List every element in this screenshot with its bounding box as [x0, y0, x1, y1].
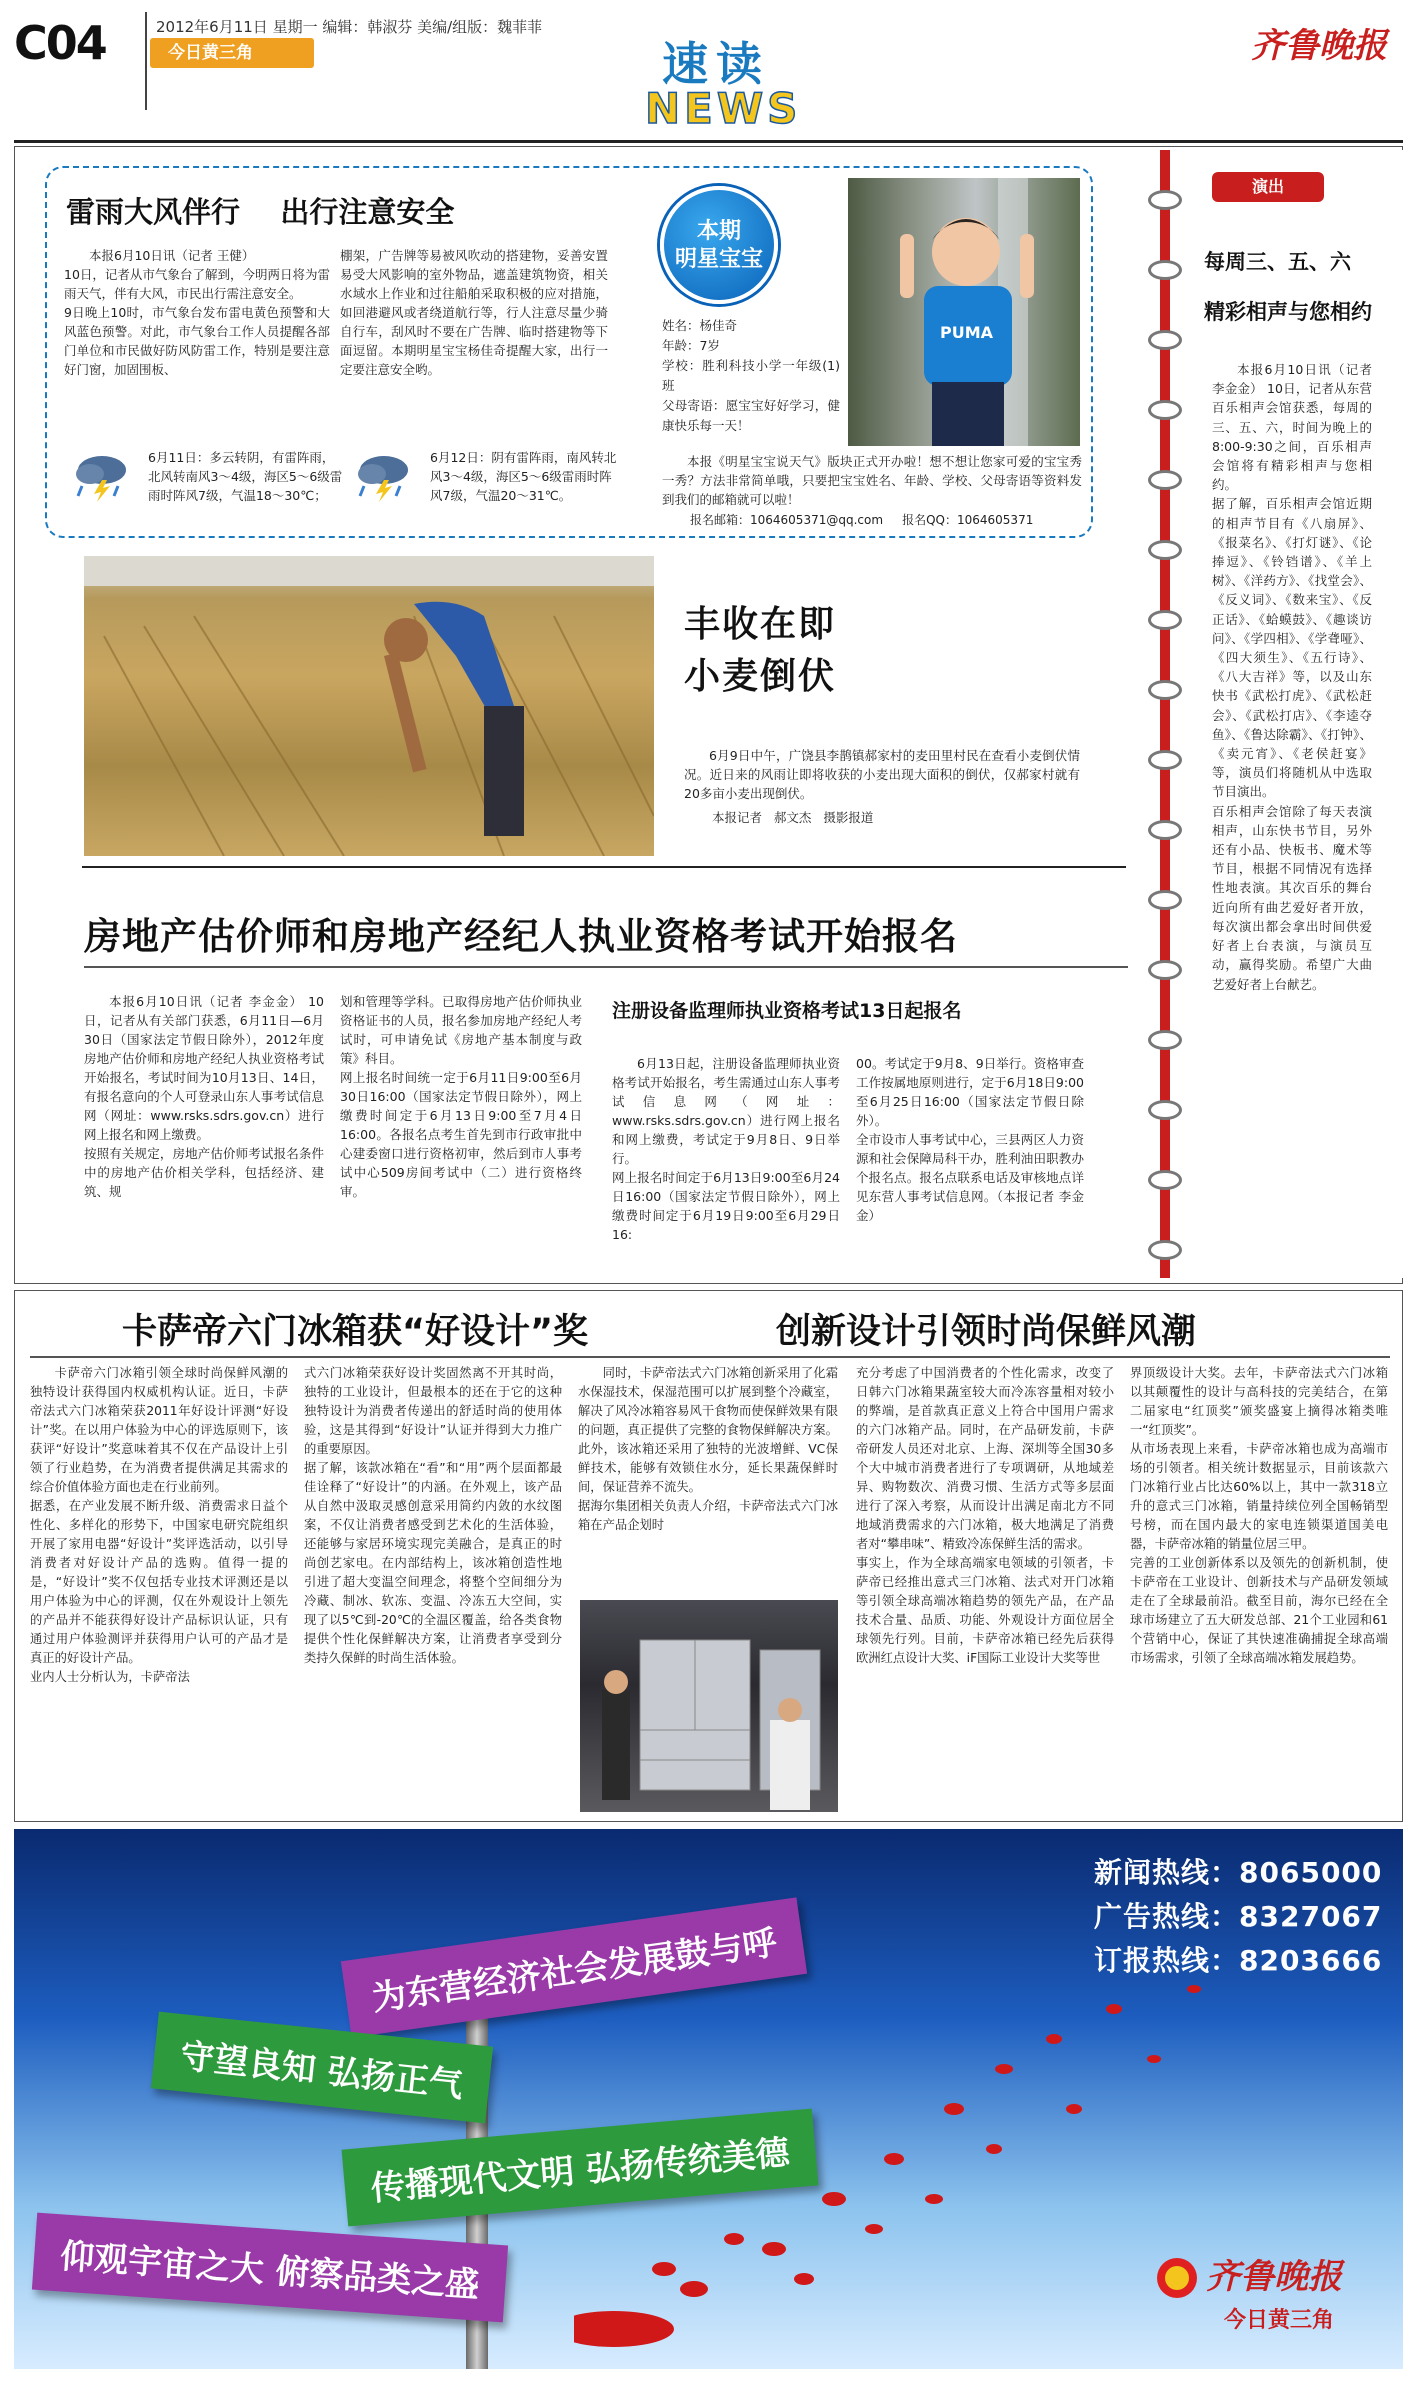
promo-advertisement: [14, 1829, 1403, 2369]
star-baby-notice: 本报《明星宝宝说天气》版块正式开办啦！想不想让您家可爱的宝宝秀一秀？方法非常简单哦，只要把宝宝姓名、年龄、学校、父母寄语等资料发到我们的邮箱就可以啦！: [662, 454, 1082, 507]
sun-emblem-icon: [1154, 2255, 1200, 2301]
header-rule: [14, 140, 1403, 143]
binder-ring: [1148, 190, 1182, 210]
realestate-column-1: 本报6月10日讯（记者 李金金） 10日，记者从有关部门获悉，6月11日—6月30日（国家法定节假日除外），2012年度房地产估价师和房地产经纪人执业资格考试开始报名，考试时间为10月13日、14日，有报名意向的个人可登录山东人事考试信息网（网址：www.rsks.sdrs.gov.cn）进行网上报名和网上缴费。 按照有关规定，房地产估价师考试报名条件中的房地产估价相关学科，包括经济、建筑、规: [84, 994, 324, 1199]
page-number: C04: [14, 16, 106, 70]
badge-line-1: 本期: [696, 219, 741, 244]
fridge-column-2: 式六门冰箱荣获好设计奖固然离不开其时尚，独特的工业设计，但最根本的还在于它的这种独特设计为消费者传递出的舒适时尚的使用体验，这是其得到“好设计”认证并得到大力推广的重要原因。 据了解，该款冰箱在“看”和“用”两个层面都最佳诠释了“好设计”的内涵。在外观上，该产品从自然中汲取灵感创意采用简约内敛的水纹图案，不仅让消费者感受到艺术化的生活体验，还能够与家居环境实现完美融合，是真正的时尚创艺家电。在内部结构上，该冰箱创造性地引进了超大变温空间理念，将整个空间细分为冷藏、制冰、软冻、变温、冷冻五大空间，实现了以5℃到-20℃的全温区覆盖，给各类食物提供个性化保鲜解决方案，让消费者享受到分类持久保鲜的时尚生活体验。: [304, 1366, 562, 1665]
hotline-ads: [1094, 1895, 1382, 1935]
performance-headline-1: 每周三、五、六: [1204, 250, 1351, 274]
binder-ring: [1148, 330, 1182, 350]
binder-ring: [1148, 820, 1182, 840]
weather-column-1: 本报6月10日讯（记者 王健） 10日，记者从市气象台了解到，今明两日将为雷雨天气，伴有大风，市民出行需注意安全。 9日晚上10时，市气象台发布雷电黄色预警和大风蓝色预警。对此，市气象台工作人员提醒各部门单位和市民做好防风防雷工作，特别是要注意好门窗，加固围板、: [64, 248, 330, 377]
badge-line-2: 明星宝宝: [674, 247, 763, 272]
performance-body: 本报6月10日讯（记者 李金金） 10日，记者从东营百乐相声会馆获悉，每周的三、五、六，时间为晚上的8:00-9:30之间，百乐相声会馆将有精彩相声与您相约。 据了解，百乐相声会馆近期的相声节目有《八扇屏》、《报菜名》、《打灯谜》、《论捧逗》、《铃铛谱》、《羊上树》、《洋药方》、《找堂会》、《反义词》、《数来宝》、《反正话》、《蛤蟆鼓》、《趣谈访问》、《学四相》、《学聋哑》、《四大须生》、《五行诗》、《八大吉祥》等，以及山东快书《武松打虎》、《武松赶会》、《武松打店》、《李逵夺鱼》、《鲁达除霸》、《打钟》、《卖元宵》、《老侯赶宴》等，演员们将随机从中选取节目演出。 百乐相声会馆除了每天表演相声，山东快书节目，另外还有小品、快板书、魔术等节目，根据不同情况有选择性地表演。其次百乐的舞台近向所有曲艺爱好者开放，每次演出都会拿出时间供爱好者上台表演，与演员互动，赢得奖励。希望广大曲艺爱好者上台献艺。: [1212, 362, 1372, 992]
fridge-headline-a: 卡萨帝六门冰箱获“好设计”奖: [122, 1312, 589, 1352]
fridge-rule: [30, 1356, 1390, 1358]
forecast-june-11: 6月11日：多云转阴，有雷阵雨，北风转南风3～4级，海区5～6级雷雨时阵风7级，气温18～30℃；: [148, 450, 343, 503]
wheat-field-photo: [84, 556, 654, 856]
news-banner: [600, 28, 980, 138]
ad-brand-name: 齐鲁晚报: [1206, 2257, 1342, 2297]
fridge-illustration: [580, 1600, 838, 1812]
forecast-june-12: 6月12日：阴有雷阵雨，南风转北风3～4级，海区5～6级雷雨时阵风7级，气温20～31℃。: [430, 450, 617, 503]
binder-ring: [1148, 1240, 1182, 1260]
wheat-headline-2: 小麦倒伏: [684, 656, 837, 697]
header-divider: [145, 12, 147, 110]
performance-tag: 演出: [1212, 172, 1324, 202]
binder-ring: [1148, 750, 1182, 770]
hotline-label: 订报热线：: [1094, 1944, 1240, 1977]
signboard-3: 传播现代文明 弘扬传统美德: [342, 2109, 819, 2227]
binder-ring: [1148, 1030, 1182, 1050]
fridge-column-4: 充分考虑了中国消费者的个性化需求，改变了日韩六门冰箱果蔬室较大而冷冻容量相对较小的弊端，是首款真正意义上符合中国用户需求的六门冰箱产品。同时，在产品研发前，卡萨帝研发人员还对北京、上海、深圳等全国30多个大中城市消费者进行了专项调研，从地域差异、购物数次、消费习惯、生活方式等多层面进行了深入考察，从而设计出满足南北方不同地域消费需求的六门冰箱，极大地满足了消费者对“攀串味”、精致冷冻保鲜生活的需求。 事实上，作为全球高端家电领域的引领者，卡萨帝已经推出意式三门冰箱、法式对开门冰箱等引领全球高端冰箱趋势的领先产品，在产品技术合量、品质、功能、外观设计方面位居全球领先行列。目前，卡萨帝冰箱已经先后获得欧洲红点设计大奖、iF国际工业设计大奖等世: [856, 1366, 1114, 1665]
star-baby-photo: [848, 178, 1080, 446]
ad-brand-sub: 今日黄三角: [1224, 2308, 1335, 2333]
thunderstorm-icon: [354, 452, 412, 502]
binder-ring: [1148, 1100, 1182, 1120]
binder-ring: [1148, 610, 1182, 630]
svg-text:PUMA: PUMA: [940, 323, 994, 342]
performance-headline-2: 精彩相声与您相约: [1204, 300, 1372, 324]
binder-ring: [1148, 960, 1182, 980]
realestate-column-3: 6月13日起，注册设备监理师执业资格考试开始报名，考生需通过山东人事考试信息网（网址：www.rsks.sdrs.gov.cn）进行网上报名和网上缴费，考试定于9月8日、9日举行。 网上报名时间定于6月13日9:00至6月24日16:00（国家法定节假日除外），网上缴费时间定于6月19日9:00至6月29日16:: [612, 1056, 840, 1242]
realestate-column-2: 划和管理等学科。已取得房地产估价师执业资格证书的人员，报名参加房地产经纪人考试时，可申请免试《房地产基本制度与政策》科目。 网上报名时间统一定于6月11日9:00至6月30日16:00（国家法定节假日除外），网上缴费时间定于6月13日9:00至7月4日16:00。各报名点考生首先到市行政审批中心建委窗口进行资格初审，然后到市人事考试中心509房间考试中（二）进行资格终审。: [340, 994, 582, 1199]
signboard-2: 守望良知 弘扬正气: [151, 2012, 493, 2124]
farmer-in-wheat-illustration: [84, 556, 654, 856]
issue-date-line: 2012年6月11日 星期一 编辑：韩淑芬 美编/组版：魏菲菲: [156, 18, 543, 36]
fridge-column-1: 卡萨帝六门冰箱引领全球时尚保鲜风潮的独特设计获得国内权威机构认证。近日，卡萨帝法式六门冰箱荣获2011年好设计评测“好设计”奖。在以用户体验为中心的评选原则下，该获评“好设计”奖意味着其不仅在产品设计上引领了行业趋势，在为消费者提供满足其需求的综合价值体验方面也走在行业前列。 据悉，在产业发展不断升级、消费需求日益个性化、多样化的形势下，中国家电研究院组织开展了家用电器“好设计”奖评选活动，以引导消费者对好设计产品的选购。值得一提的是，“好设计”奖不仅包括专业技术评测还是以用户体验为中心的评测，仅在外观设计上领先的产品并不能获得好设计产品标识认证，只有通过用户体验测评并获得用户认可的产品才是真正的好设计产品。 业内人士分析认为，卡萨帝法: [30, 1366, 288, 1684]
signboard-4: 仰观宇宙之大 俯察品类之盛: [32, 2213, 508, 2323]
thunderstorm-icon: [72, 452, 130, 502]
hotline-news: [1094, 1851, 1382, 1891]
wheat-headline-1: 丰收在即: [684, 604, 837, 645]
ad-brand-logo: [1154, 2249, 1384, 2349]
banner-news: NEWS: [645, 84, 802, 133]
binder-ring: [1148, 540, 1182, 560]
wheat-byline: 本报记者 郝文杰 摄影报道: [712, 810, 874, 825]
signboard-1: 为东营经济社会发展鼓与呼: [341, 1897, 807, 2037]
realestate-rule: [84, 966, 1128, 968]
hotline-number: 8065000: [1239, 1856, 1383, 1889]
binder-ring: [1148, 890, 1182, 910]
star-baby-badge: [660, 186, 778, 304]
binder-ring: [1148, 1170, 1182, 1190]
realestate-headline: 房地产估价师和房地产经纪人执业资格考试开始报名: [84, 915, 958, 958]
brand-logo: 齐鲁晚报: [1251, 26, 1387, 66]
fridge-column-3: 同时，卡萨帝法式六门冰箱创新采用了化霜水保湿技术，保湿范围可以扩展到整个冷藏室，解决了风冷冰箱容易风干食物而使保鲜效果有限的问题，真正提供了完整的食物保鲜解决方案。此外，该冰箱还采用了独特的光波增鲜、VC保鲜技术，能够有效锁住水分，延长果蔬保鲜时间，保证营养不流失。 据海尔集团相关负责人介绍，卡萨帝法式六门冰箱在产品企划时: [578, 1366, 838, 1532]
performance-column: [1160, 150, 1405, 1278]
fridge-showroom-photo: [580, 1600, 838, 1812]
banner-title: 速读: [662, 37, 770, 91]
child-figure-illustration: [848, 178, 1080, 446]
weather-column-2: 棚架，广告牌等易被风吹动的搭建物，妥善安置易受大风影响的室外物品，遮盖建筑物资，相关水域水上作业和过往船舶采取积极的应对措施，如回港避风或者绕道航行等，行人注意尽量少骑自行车，刮风时不要在广告牌、临时搭建物等下面逗留。本期明星宝宝杨佳奇提醒大家，出行一定要注意安全哟。: [340, 248, 608, 377]
wheat-caption: 6月9日中午，广饶县李鹊镇郝家村的麦田里村民在查看小麦倒伏情况。近日来的风雨让即将收获的小麦出现大面积的倒伏，仅郝家村就有20多亩小麦出现倒伏。: [684, 748, 1080, 801]
hotline-label: 新闻热线：: [1094, 1856, 1240, 1889]
binder-ring: [1148, 260, 1182, 280]
binder-ring: [1148, 400, 1182, 420]
star-baby-info: 姓名：杨佳奇 年龄：7岁 学校：胜利科技小学一年级(1)班 父母寄语：愿宝宝好好学习，健康快乐每一天！: [662, 318, 840, 433]
hotline-number: 8203666: [1239, 1944, 1383, 1977]
hotline-number: 8327067: [1239, 1900, 1383, 1933]
subheadline-supervisor-exam: 注册设备监理师执业资格考试13日起报名: [612, 1000, 962, 1022]
hotline-label: 广告热线：: [1094, 1900, 1240, 1933]
realestate-column-4: 00。考试定于9月8、9日举行。资格审查工作按属地原则进行，定于6月18日9:00至6月25日16:00（国家法定节假日除外）。 全市设市人事考试中心，三县两区人力资源和社会保障局科干办，胜利油田职教办个报名点。报名点联系电话及审核地点详见东营人事考试信息网。（本报记者 李金金）: [856, 1056, 1084, 1223]
binder-ring: [1148, 470, 1182, 490]
fridge-column-5: 界顶级设计大奖。去年，卡萨帝法式六门冰箱以其颠覆性的设计与高科技的完美结合，在第二届家电“红顶奖”颁奖盛宴上摘得冰箱类唯一“红顶奖”。 从市场表现上来看，卡萨帝冰箱也成为高端市场的引领者。相关统计数据显示，目前该款六门冰箱行业占比达60%以上，其中一款318立升的意式三门冰箱，销量持续位列全国畅销型号榜，而在国内最大的家电连锁渠道国美电器，卡萨帝冰箱的销量位居三甲。 完善的工业创新体系以及领先的创新机制，使卡萨帝在工业设计、创新技术与产品研发领域走在了全球最前沿。截至目前，海尔已经在全球市场建立了五大研发总部、21个工业园和61个营销中心，保证了其快速准确捕捉全球高端市场需求，引领了全球高端冰箱发展趋势。: [1130, 1366, 1388, 1665]
fridge-headline-b: 创新设计引领时尚保鲜风潮: [776, 1312, 1197, 1352]
section-rule: [82, 866, 1126, 868]
signup-contact: 报名邮箱：1064605371@qq.com 报名QQ：1064605371: [690, 513, 1034, 527]
binder-ring: [1148, 680, 1182, 700]
section-tag: 今日黄三角: [150, 38, 314, 68]
weather-headline: 雷雨大风伴行 出行注意安全: [66, 195, 455, 229]
